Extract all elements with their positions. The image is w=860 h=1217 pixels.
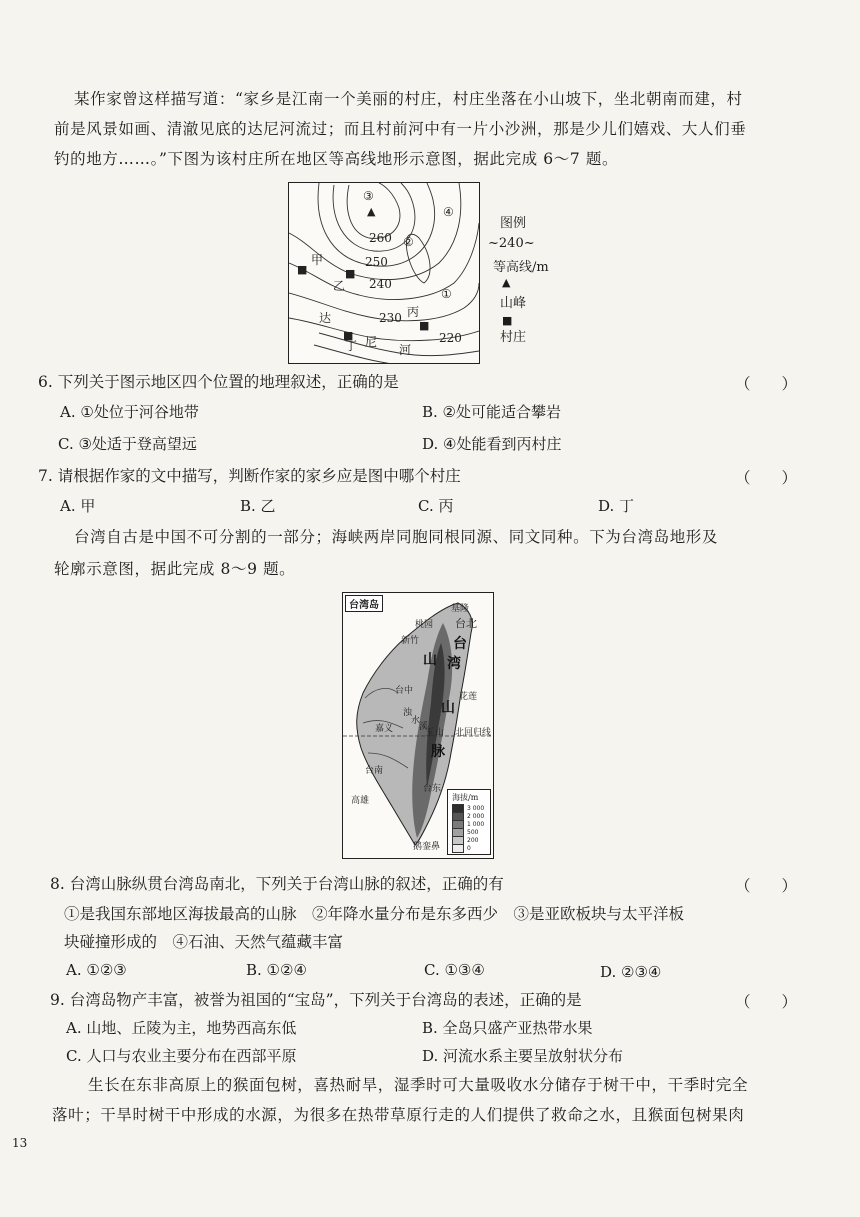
village-ding: 丁 bbox=[345, 339, 358, 353]
river-da: 达 bbox=[319, 311, 332, 325]
contour-map bbox=[288, 182, 480, 364]
q6-option-b[interactable]: B. ②处可能适合攀岩 bbox=[422, 403, 562, 421]
passage1-line2: 前是风景如画、清澈见底的达尼河流过；而且村前河中有一片小沙洲，那是少儿们嬉戏、大人们垂 bbox=[54, 120, 747, 138]
elevation-swatches bbox=[452, 804, 484, 852]
taiwan-map-title: 台湾岛 bbox=[345, 595, 383, 612]
legend-village-icon: ■ bbox=[502, 314, 513, 327]
yushan-char-1: 玉 bbox=[425, 728, 435, 738]
city-taipei: 台北 bbox=[455, 617, 477, 630]
passage2-line1: 台湾自古是中国不可分割的一部分；海峡两岸同胞同根同源、同文同种。下为台湾岛地形及 bbox=[74, 528, 719, 546]
q8-option-d[interactable]: D. ②③④ bbox=[600, 963, 662, 981]
city-kaohsiung: 高雄 bbox=[351, 796, 370, 806]
yushan-char-2: 山 bbox=[435, 728, 445, 738]
river-zhuoshui-2: 水 bbox=[411, 716, 421, 726]
elevation-level-label: 2 000 bbox=[467, 812, 485, 820]
q9-stem: 9. 台湾岛物产丰富，被誉为祖国的“宝岛”，下列关于台湾岛的表述，正确的是 bbox=[50, 991, 582, 1009]
page-number: 13 bbox=[12, 1136, 28, 1150]
village-jia: 甲 bbox=[311, 253, 324, 267]
q8-option-c[interactable]: C. ①③④ bbox=[424, 961, 485, 979]
city-tainan: 台南 bbox=[365, 766, 384, 776]
contour-260: 260 bbox=[369, 231, 392, 245]
river-zhuoshui-3: 溪 bbox=[419, 722, 429, 732]
contour-legend-title: 图例 bbox=[500, 216, 527, 231]
legend-contour-sample: ~240~ bbox=[488, 236, 535, 251]
elevation-legend-title: 海拔/m bbox=[452, 793, 479, 802]
village-bing: 丙 bbox=[407, 305, 420, 319]
legend-contour-value: 240 bbox=[498, 236, 524, 251]
peak-icon: ▲ bbox=[367, 205, 376, 218]
q6-answer-blank[interactable]: （ ） bbox=[735, 375, 798, 393]
q8-body-line1: ①是我国东部地区海拔最高的山脉 ②年降水量分布是东多西少 ③是亚欧板块与太平洋板 bbox=[64, 905, 685, 923]
passage1-line3: 钓的地方……。”下图为该村庄所在地区等高线地形示意图，据此完成 6～7 题。 bbox=[54, 150, 619, 168]
village-bing-icon: ■ bbox=[419, 319, 430, 332]
q8-answer-blank[interactable]: （ ） bbox=[735, 877, 798, 895]
elevation-swatch bbox=[452, 844, 464, 853]
q8-stem: 8. 台湾山脉纵贯台湾岛南北，下列关于台湾山脉的叙述，正确的有 bbox=[50, 875, 504, 893]
mountain-char-2: 湾 bbox=[447, 656, 461, 672]
village-yi-icon: ■ bbox=[345, 267, 356, 280]
elevation-level-label: 200 bbox=[467, 836, 479, 844]
q8-body-line2: 块碰撞形成的 ④石油、天然气蕴藏丰富 bbox=[64, 933, 344, 951]
village-ding-icon: ■ bbox=[343, 329, 354, 342]
q7-stem: 7. 请根据作家的文中描写，判断作家的家乡应是图中哪个村庄 bbox=[38, 467, 461, 485]
point-1: ① bbox=[441, 287, 452, 301]
q8-option-b[interactable]: B. ①②④ bbox=[246, 961, 307, 979]
q9-option-d[interactable]: D. 河流水系主要呈放射状分布 bbox=[422, 1047, 624, 1065]
passage3-line1: 生长在东非高原上的猴面包树，喜热耐旱，湿季时可大量吸收水分储存于树干中，干季时完全 bbox=[88, 1076, 749, 1094]
mountain-char-3: 山 bbox=[441, 700, 455, 716]
city-taichung: 台中 bbox=[395, 686, 414, 696]
q9-answer-blank[interactable]: （ ） bbox=[735, 993, 798, 1011]
point-4: ④ bbox=[443, 205, 454, 219]
city-hualien: 花莲 bbox=[459, 692, 478, 702]
passage1-line1: 某作家曾这样描写道：“家乡是江南一个美丽的村庄，村庄坐落在小山坡下，坐北朝南而建，村 bbox=[74, 90, 743, 108]
legend-peak-icon: ▲ bbox=[502, 276, 511, 289]
point-3: ③ bbox=[363, 189, 374, 203]
elevation-level-label: 0 bbox=[467, 844, 471, 852]
q9-option-b[interactable]: B. 全岛只盛产亚热带水果 bbox=[422, 1019, 593, 1037]
point-2: ② bbox=[403, 235, 414, 249]
q7-option-d[interactable]: D. 丁 bbox=[598, 497, 635, 515]
city-keelung: 基隆 bbox=[451, 604, 470, 614]
legend-peak-label: 山峰 bbox=[500, 296, 527, 311]
q6-option-c[interactable]: C. ③处适于登高望远 bbox=[58, 435, 197, 453]
city-xinzhu: 新竹 bbox=[401, 636, 420, 646]
contour-220: 220 bbox=[439, 331, 462, 345]
q8-option-a[interactable]: A. ①②③ bbox=[66, 961, 127, 979]
q7-answer-blank[interactable]: （ ） bbox=[735, 469, 798, 487]
elevation-level-label: 500 bbox=[467, 828, 479, 836]
city-chiayi: 嘉义 bbox=[375, 724, 394, 734]
passage2-line2: 轮廓示意图，据此完成 8～9 题。 bbox=[54, 560, 296, 578]
legend-village-label: 村庄 bbox=[500, 330, 527, 345]
taiwan-map bbox=[342, 592, 494, 859]
legend-contour-label: 等高线/m bbox=[493, 260, 549, 275]
river-he: 河 bbox=[399, 343, 412, 357]
village-yi: 乙 bbox=[333, 279, 346, 293]
mountain-char-4: 脉 bbox=[431, 744, 445, 760]
mountain-char-1: 台 bbox=[453, 636, 467, 652]
q6-option-d[interactable]: D. ④处能看到丙村庄 bbox=[422, 435, 562, 453]
contour-230: 230 bbox=[379, 311, 402, 325]
tropic-label: 北回归线 bbox=[455, 728, 492, 738]
city-taoyuan: 桃园 bbox=[415, 620, 434, 630]
passage3-line2: 落叶；干旱时树干中形成的水源，为很多在热带草原行走的人们提供了救命之水，且猴面包树果肉 bbox=[52, 1106, 745, 1124]
elevation-level-row bbox=[452, 844, 484, 852]
elevation-level-label: 1 000 bbox=[467, 820, 485, 828]
q9-option-a[interactable]: A. 山地、丘陵为主，地势西高东低 bbox=[66, 1019, 297, 1037]
river-zhuoshui-1: 浊 bbox=[403, 708, 413, 718]
elevation-level-label: 3 000 bbox=[467, 804, 485, 812]
elevation-legend bbox=[447, 789, 491, 855]
q7-option-a[interactable]: A. 甲 bbox=[60, 497, 96, 515]
q7-option-c[interactable]: C. 丙 bbox=[418, 497, 454, 515]
city-eluanbi: 鹅銮鼻 bbox=[413, 842, 441, 852]
city-taitung: 台东 bbox=[423, 784, 442, 794]
village-jia-icon: ■ bbox=[297, 263, 308, 276]
q9-option-c[interactable]: C. 人口与农业主要分布在西部平原 bbox=[66, 1047, 297, 1065]
q6-option-a[interactable]: A. ①处位于河谷地带 bbox=[60, 403, 199, 421]
contour-240: 240 bbox=[369, 277, 392, 291]
q6-stem: 6. 下列关于图示地区四个位置的地理叙述，正确的是 bbox=[38, 373, 399, 391]
contour-250: 250 bbox=[365, 255, 388, 269]
other-char-1: 山 bbox=[423, 652, 437, 668]
river-ni: 尼 bbox=[365, 335, 378, 349]
q7-option-b[interactable]: B. 乙 bbox=[240, 497, 276, 515]
